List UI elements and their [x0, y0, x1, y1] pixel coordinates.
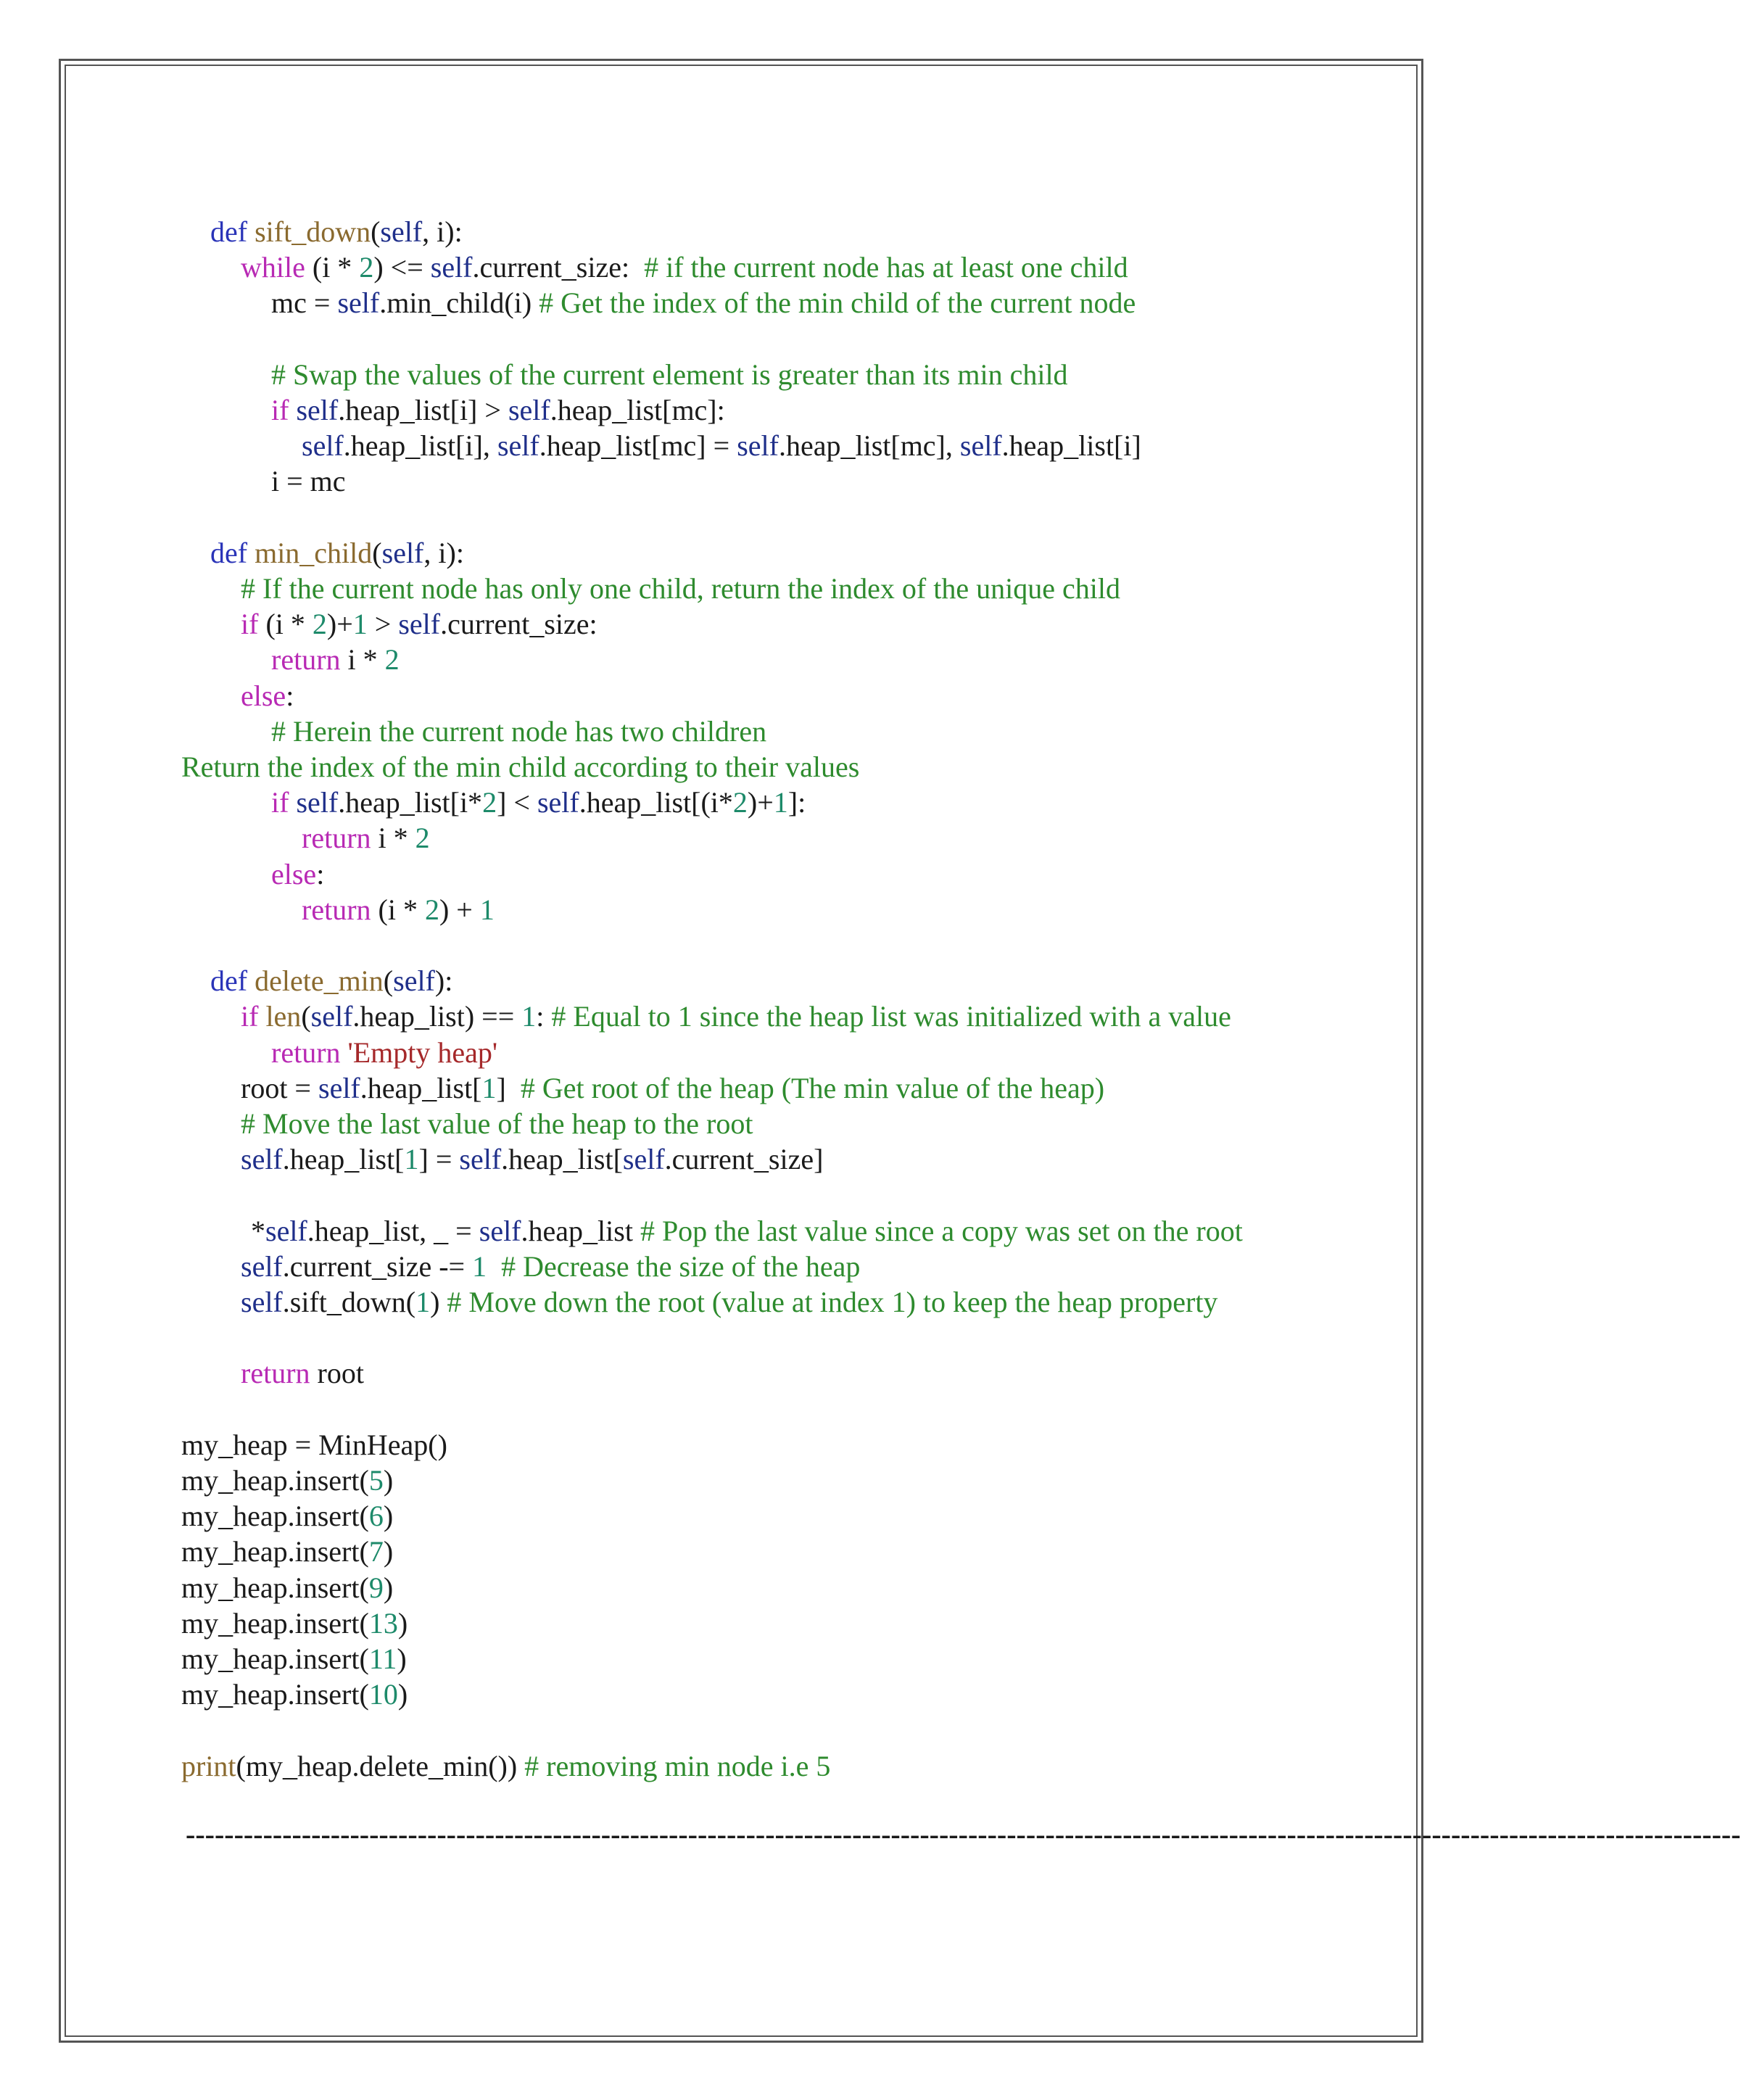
code-token: .current_size]	[664, 1143, 824, 1175]
code-token: .heap_list[mc] =	[539, 429, 737, 462]
code-token: if	[271, 786, 297, 819]
code-token: # Equal to 1 since the heap list was initialized with a value	[551, 1000, 1231, 1033]
code-token: sift_down	[255, 215, 371, 248]
code-token: self	[622, 1143, 665, 1175]
code-token: if	[271, 394, 297, 426]
code-token: .heap_list[mc]:	[550, 394, 725, 426]
code-token: 1	[479, 893, 495, 926]
code-token: my_heap.insert(	[181, 1607, 369, 1640]
code-line	[181, 749, 859, 785]
code-token: return	[271, 1036, 348, 1069]
code-token: .heap_list	[521, 1215, 640, 1247]
code-line	[271, 285, 1136, 321]
code-token: , i):	[423, 537, 464, 569]
code-token: (	[371, 215, 381, 248]
code-token: )	[383, 1535, 394, 1568]
code-token: # Move the last value of the heap to the root	[241, 1107, 753, 1140]
code-token: self	[959, 429, 1002, 462]
code-token: .heap_list[i],	[343, 429, 497, 462]
code-line	[241, 678, 294, 714]
code-token: self	[398, 608, 441, 640]
code-token: return	[302, 822, 379, 854]
code-token: )	[397, 1642, 407, 1675]
code-token: len	[265, 1000, 302, 1033]
code-line	[181, 1605, 408, 1641]
code-token: .current_size:	[472, 251, 645, 284]
code-line	[241, 999, 1231, 1034]
code-line	[302, 428, 1141, 463]
code-token: my_heap.insert(	[181, 1500, 369, 1532]
code-token: .heap_list[	[282, 1143, 405, 1175]
code-token: my_heap.insert(	[181, 1464, 369, 1497]
code-token: i *	[347, 643, 385, 676]
code-token: .heap_list, _ =	[307, 1215, 479, 1247]
code-token: (i *	[265, 608, 313, 640]
code-line	[181, 1641, 407, 1677]
code-token: *	[251, 1215, 265, 1247]
code-token: self	[296, 394, 339, 426]
code-token: )	[383, 1500, 394, 1532]
code-token: Return the index of the min child according to their values	[181, 751, 860, 783]
code-line	[181, 1748, 830, 1784]
code-token: self	[241, 1143, 283, 1175]
code-line	[241, 606, 597, 642]
code-token: )	[383, 1464, 394, 1497]
code-line	[271, 785, 806, 820]
code-token: .current_size:	[440, 608, 597, 640]
code-token: (	[383, 964, 394, 997]
code-token: def	[210, 964, 255, 997]
code-token: print	[181, 1750, 236, 1782]
code-token: self	[381, 537, 424, 569]
code-token: .heap_list[mc],	[778, 429, 960, 462]
code-line	[271, 392, 725, 428]
code-token: # Herein the current node has two children	[271, 715, 767, 748]
code-line	[241, 1284, 1217, 1320]
code-token: min_child	[255, 537, 373, 569]
code-token: 9	[368, 1571, 384, 1604]
code-token: return	[241, 1357, 318, 1389]
code-line	[271, 357, 1068, 392]
code-token: (	[301, 1000, 311, 1033]
code-line	[241, 1070, 1104, 1106]
code-token: )	[397, 1678, 408, 1711]
code-token: .heap_list[i]	[1001, 429, 1141, 462]
code-token: else	[271, 858, 317, 890]
code-token: 2	[384, 643, 400, 676]
code-line	[241, 1106, 753, 1141]
code-token: ):	[434, 964, 453, 997]
code-token: (i *	[378, 893, 425, 926]
code-line	[271, 463, 346, 499]
code-line	[181, 1534, 393, 1569]
code-token: 10	[368, 1678, 398, 1711]
code-token: self	[479, 1215, 521, 1247]
code-token: >	[367, 608, 399, 640]
code-token: # Get the index of the min child of the current node	[539, 286, 1136, 319]
code-token: 11	[368, 1642, 397, 1675]
code-token: my_heap = MinHeap()	[181, 1429, 447, 1461]
code-token: , i):	[422, 215, 463, 248]
code-line	[241, 1249, 860, 1284]
code-token: # If the current node has only one child, return the index of the unique child	[241, 572, 1120, 605]
code-token: .heap_list[i*	[338, 786, 483, 819]
code-token: self	[459, 1143, 502, 1175]
code-token: 2	[482, 786, 497, 819]
code-token: :	[316, 858, 325, 890]
code-token: 6	[368, 1500, 384, 1532]
code-token: self	[497, 429, 539, 462]
code-token: (i *	[312, 251, 360, 284]
code-token: )	[397, 1607, 408, 1640]
code-line	[271, 856, 324, 892]
code-token: )	[430, 1286, 447, 1318]
code-token: self	[508, 394, 550, 426]
code-token: return	[302, 893, 379, 926]
code-token: # Pop the last value since a copy was set on the root	[640, 1215, 1243, 1247]
code-token: self	[537, 786, 579, 819]
code-token: 13	[368, 1607, 398, 1640]
code-token: .heap_list[i] >	[338, 394, 508, 426]
code-token: .current_size -=	[282, 1250, 473, 1283]
code-token: ) +	[439, 893, 480, 926]
code-token: ] =	[418, 1143, 460, 1175]
code-line	[181, 1463, 393, 1498]
code-token: self	[380, 215, 423, 248]
code-token: 2	[312, 608, 327, 640]
code-token: 1	[472, 1250, 487, 1283]
code-line	[210, 963, 452, 999]
code-token: my_heap.insert(	[181, 1571, 369, 1604]
code-token: my_heap.insert(	[181, 1535, 369, 1568]
code-token: return	[271, 643, 348, 676]
code-token: my_heap.insert(	[181, 1642, 369, 1675]
separator-line: -----------------------------------------------------------------------------------------------------------------------------------------------------------------	[186, 1818, 1741, 1851]
code-line	[181, 1427, 447, 1463]
code-token: delete_min	[255, 964, 384, 997]
code-token: # Swap the values of the current element is greater than its min child	[271, 358, 1068, 391]
code-line	[271, 714, 766, 749]
code-token: self	[430, 251, 473, 284]
code-line	[241, 1141, 823, 1177]
code-token: # removing min node i.e 5	[524, 1750, 831, 1782]
code-token: 1	[352, 608, 368, 640]
code-token: self	[296, 786, 339, 819]
code-token: while	[241, 251, 313, 284]
code-token: # Move down the root (value at index 1) to keep the heap property	[447, 1286, 1218, 1318]
code-line	[181, 1677, 408, 1712]
code-token: self	[241, 1286, 283, 1318]
code-line	[241, 1355, 364, 1391]
code-token: 1	[415, 1286, 431, 1318]
code-line	[241, 571, 1120, 606]
code-token: # if the current node has at least one child	[644, 251, 1128, 284]
code-token: .min_child(i)	[379, 286, 539, 319]
code-token: def	[210, 215, 255, 248]
code-token: else	[241, 679, 286, 712]
code-token: )+	[747, 786, 774, 819]
code-line	[210, 535, 464, 571]
code-line	[181, 1570, 393, 1605]
code-line	[302, 820, 430, 856]
code-token: ]:	[787, 786, 806, 819]
code-token: self	[737, 429, 779, 462]
code-token: ] <	[497, 786, 537, 819]
code-token: root =	[241, 1072, 318, 1104]
code-token: 1	[773, 786, 788, 819]
code-token: my_heap.insert(	[181, 1678, 369, 1711]
code-token: 7	[368, 1535, 384, 1568]
code-token: 2	[415, 822, 430, 854]
code-token: .heap_list[	[360, 1072, 482, 1104]
code-token: # Get root of the heap (The min value of the heap)	[520, 1072, 1105, 1104]
code-line	[181, 1498, 393, 1534]
code-token: self	[265, 1215, 307, 1247]
code-token: .heap_list) ==	[352, 1000, 522, 1033]
code-line	[210, 214, 463, 249]
code-token: 1	[481, 1072, 497, 1104]
code-token: # Decrease the size of the heap	[501, 1250, 861, 1283]
code-token: .heap_list[(i*	[579, 786, 733, 819]
code-token: if	[241, 608, 266, 640]
code-line	[241, 249, 1128, 285]
code-line	[302, 892, 495, 927]
code-token: def	[210, 537, 255, 569]
code-token: self	[302, 429, 344, 462]
code-token: root	[317, 1357, 364, 1389]
code-token: (	[372, 537, 382, 569]
code-token: mc =	[271, 286, 338, 319]
code-token: 2	[424, 893, 439, 926]
code-token: :	[286, 679, 294, 712]
code-token: self	[318, 1072, 360, 1104]
code-line	[271, 642, 400, 677]
code-token: 1	[404, 1143, 419, 1175]
code-token: )	[383, 1571, 394, 1604]
code-token: .heap_list[	[501, 1143, 623, 1175]
code-line	[271, 1035, 497, 1070]
code-token: self	[337, 286, 380, 319]
code-token: 2	[359, 251, 374, 284]
code-token: )+	[326, 608, 353, 640]
code-token: ]	[496, 1072, 521, 1104]
code-token: 'Empty heap'	[347, 1036, 498, 1069]
code-token: i = mc	[271, 465, 346, 497]
code-token: self	[310, 1000, 353, 1033]
code-token: i *	[378, 822, 415, 854]
code-line	[251, 1213, 1243, 1249]
code-token: ) <=	[373, 251, 431, 284]
code-token: self	[241, 1250, 283, 1283]
code-token: 2	[732, 786, 748, 819]
code-token: :	[536, 1000, 552, 1033]
code-token: (my_heap.delete_min())	[236, 1750, 525, 1782]
code-token: 1	[521, 1000, 537, 1033]
code-token: self	[393, 964, 435, 997]
code-token: if	[241, 1000, 266, 1033]
code-token	[487, 1250, 501, 1283]
code-token: .sift_down(	[282, 1286, 416, 1318]
code-token: 5	[368, 1464, 384, 1497]
